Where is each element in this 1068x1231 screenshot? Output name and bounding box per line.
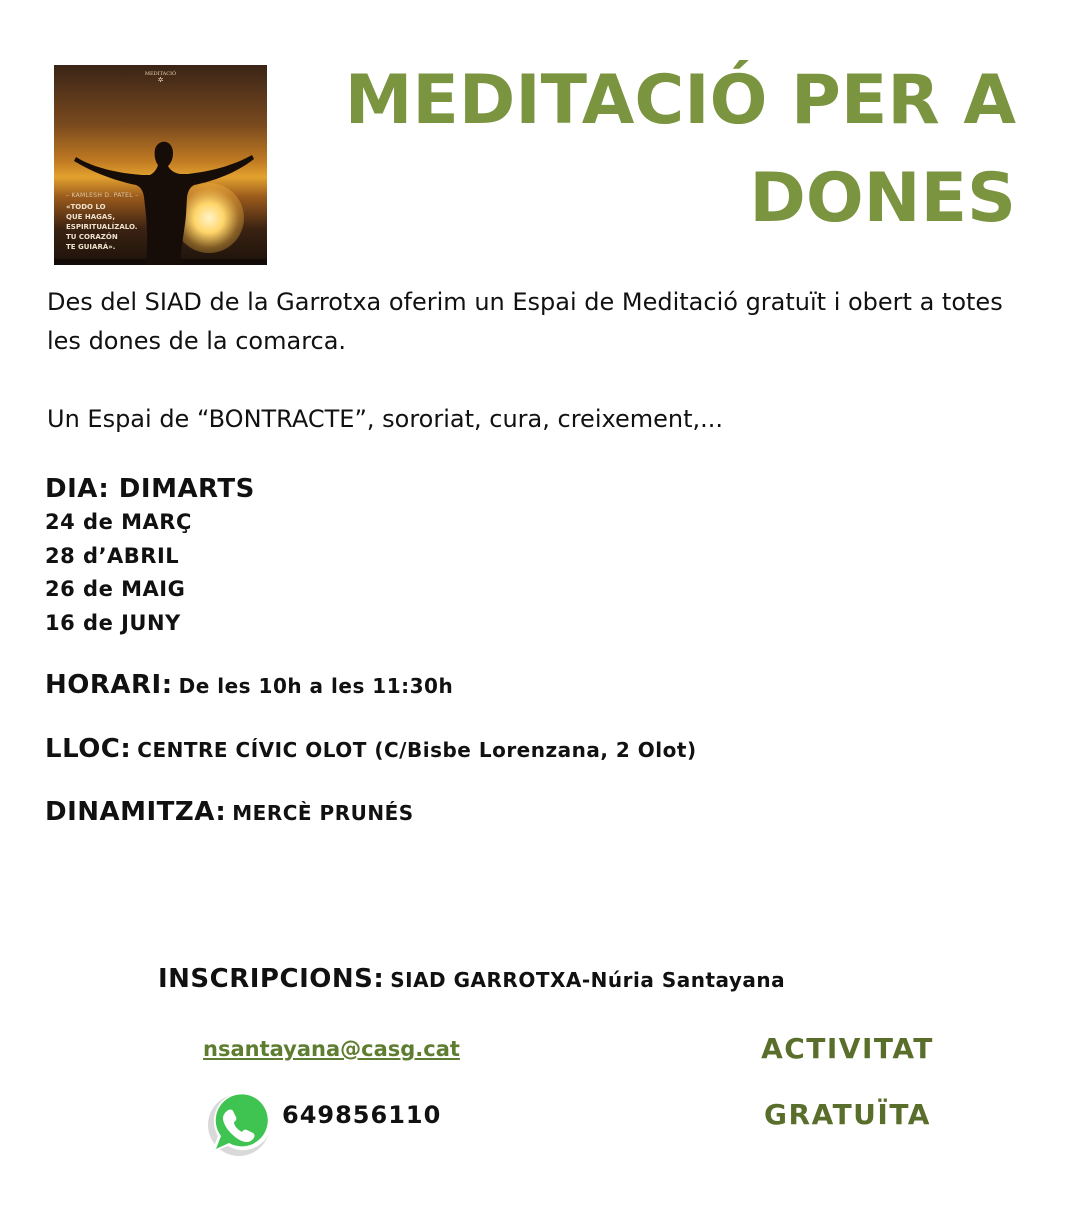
intro-text: Des del SIAD de la Garrotxa oferim un Espai de Meditació gratuït i obert a totes les dones de la comarca.	[47, 288, 1003, 355]
hero-quote-line: ESPIRITUALÍZALO.	[66, 223, 138, 231]
hero-quote-line: QUE HAGAS,	[66, 213, 115, 221]
schedule-block	[45, 472, 255, 640]
heartfulness-logo-icon: ✲	[157, 76, 164, 84]
hero-photo-sunset-meditation	[54, 65, 267, 265]
page-title: MEDITACIÓ PER A DONES	[344, 61, 1016, 238]
tagline-text: Un Espai de “BONTRACTE”, sororiat, cura, creixement,...	[47, 405, 723, 433]
inscripcions-row	[158, 964, 785, 994]
horari-label: HORARI:	[45, 670, 173, 700]
inscripcions-label: INSCRIPCIONS:	[158, 964, 385, 994]
horari-value: De les 10h a les 11:30h	[178, 674, 454, 698]
horari-row	[45, 670, 453, 700]
date-item: 28 d’ABRIL	[45, 543, 180, 568]
phone-number: 649856110	[282, 1101, 442, 1129]
hero-logo-text: MEDITACIÓ	[144, 71, 177, 77]
hero-quote-line: «TODO LO	[66, 203, 106, 211]
date-item: 16 de JUNY	[45, 610, 181, 635]
dinamitza-label: DINAMITZA:	[45, 797, 227, 827]
date-item: 24 de MARÇ	[45, 510, 192, 534]
day-label: DIA: DIMARTS	[45, 474, 255, 504]
whatsapp-icon[interactable]	[200, 1086, 274, 1160]
inscripcions-value: SIAD GARROTXA-Núria Santayana	[390, 968, 786, 992]
dinamitza-value: MERCÈ PRUNÉS	[232, 801, 414, 825]
lloc-value: CENTRE CÍVIC OLOT (C/Bisbe Lorenzana, 2 Olot)	[137, 738, 697, 762]
dinamitza-row	[45, 797, 414, 827]
date-item: 26 de MAIG	[45, 577, 186, 601]
free-activity-badge-line1: ACTIVITAT	[761, 1032, 934, 1065]
hero-quote-line: TE GUIARÁ».	[66, 243, 116, 251]
hero-author: – KAMLESH D. PATEL –	[66, 192, 139, 199]
email-link[interactable]: nsantayana@casg.cat	[203, 1037, 460, 1061]
hero-quote	[66, 202, 137, 252]
lloc-label: LLOC:	[45, 734, 132, 764]
free-activity-badge-line2: GRATUÏTA	[764, 1098, 931, 1131]
hero-quote-line: TU CORAZÓN	[66, 233, 118, 241]
lloc-row	[45, 734, 697, 764]
